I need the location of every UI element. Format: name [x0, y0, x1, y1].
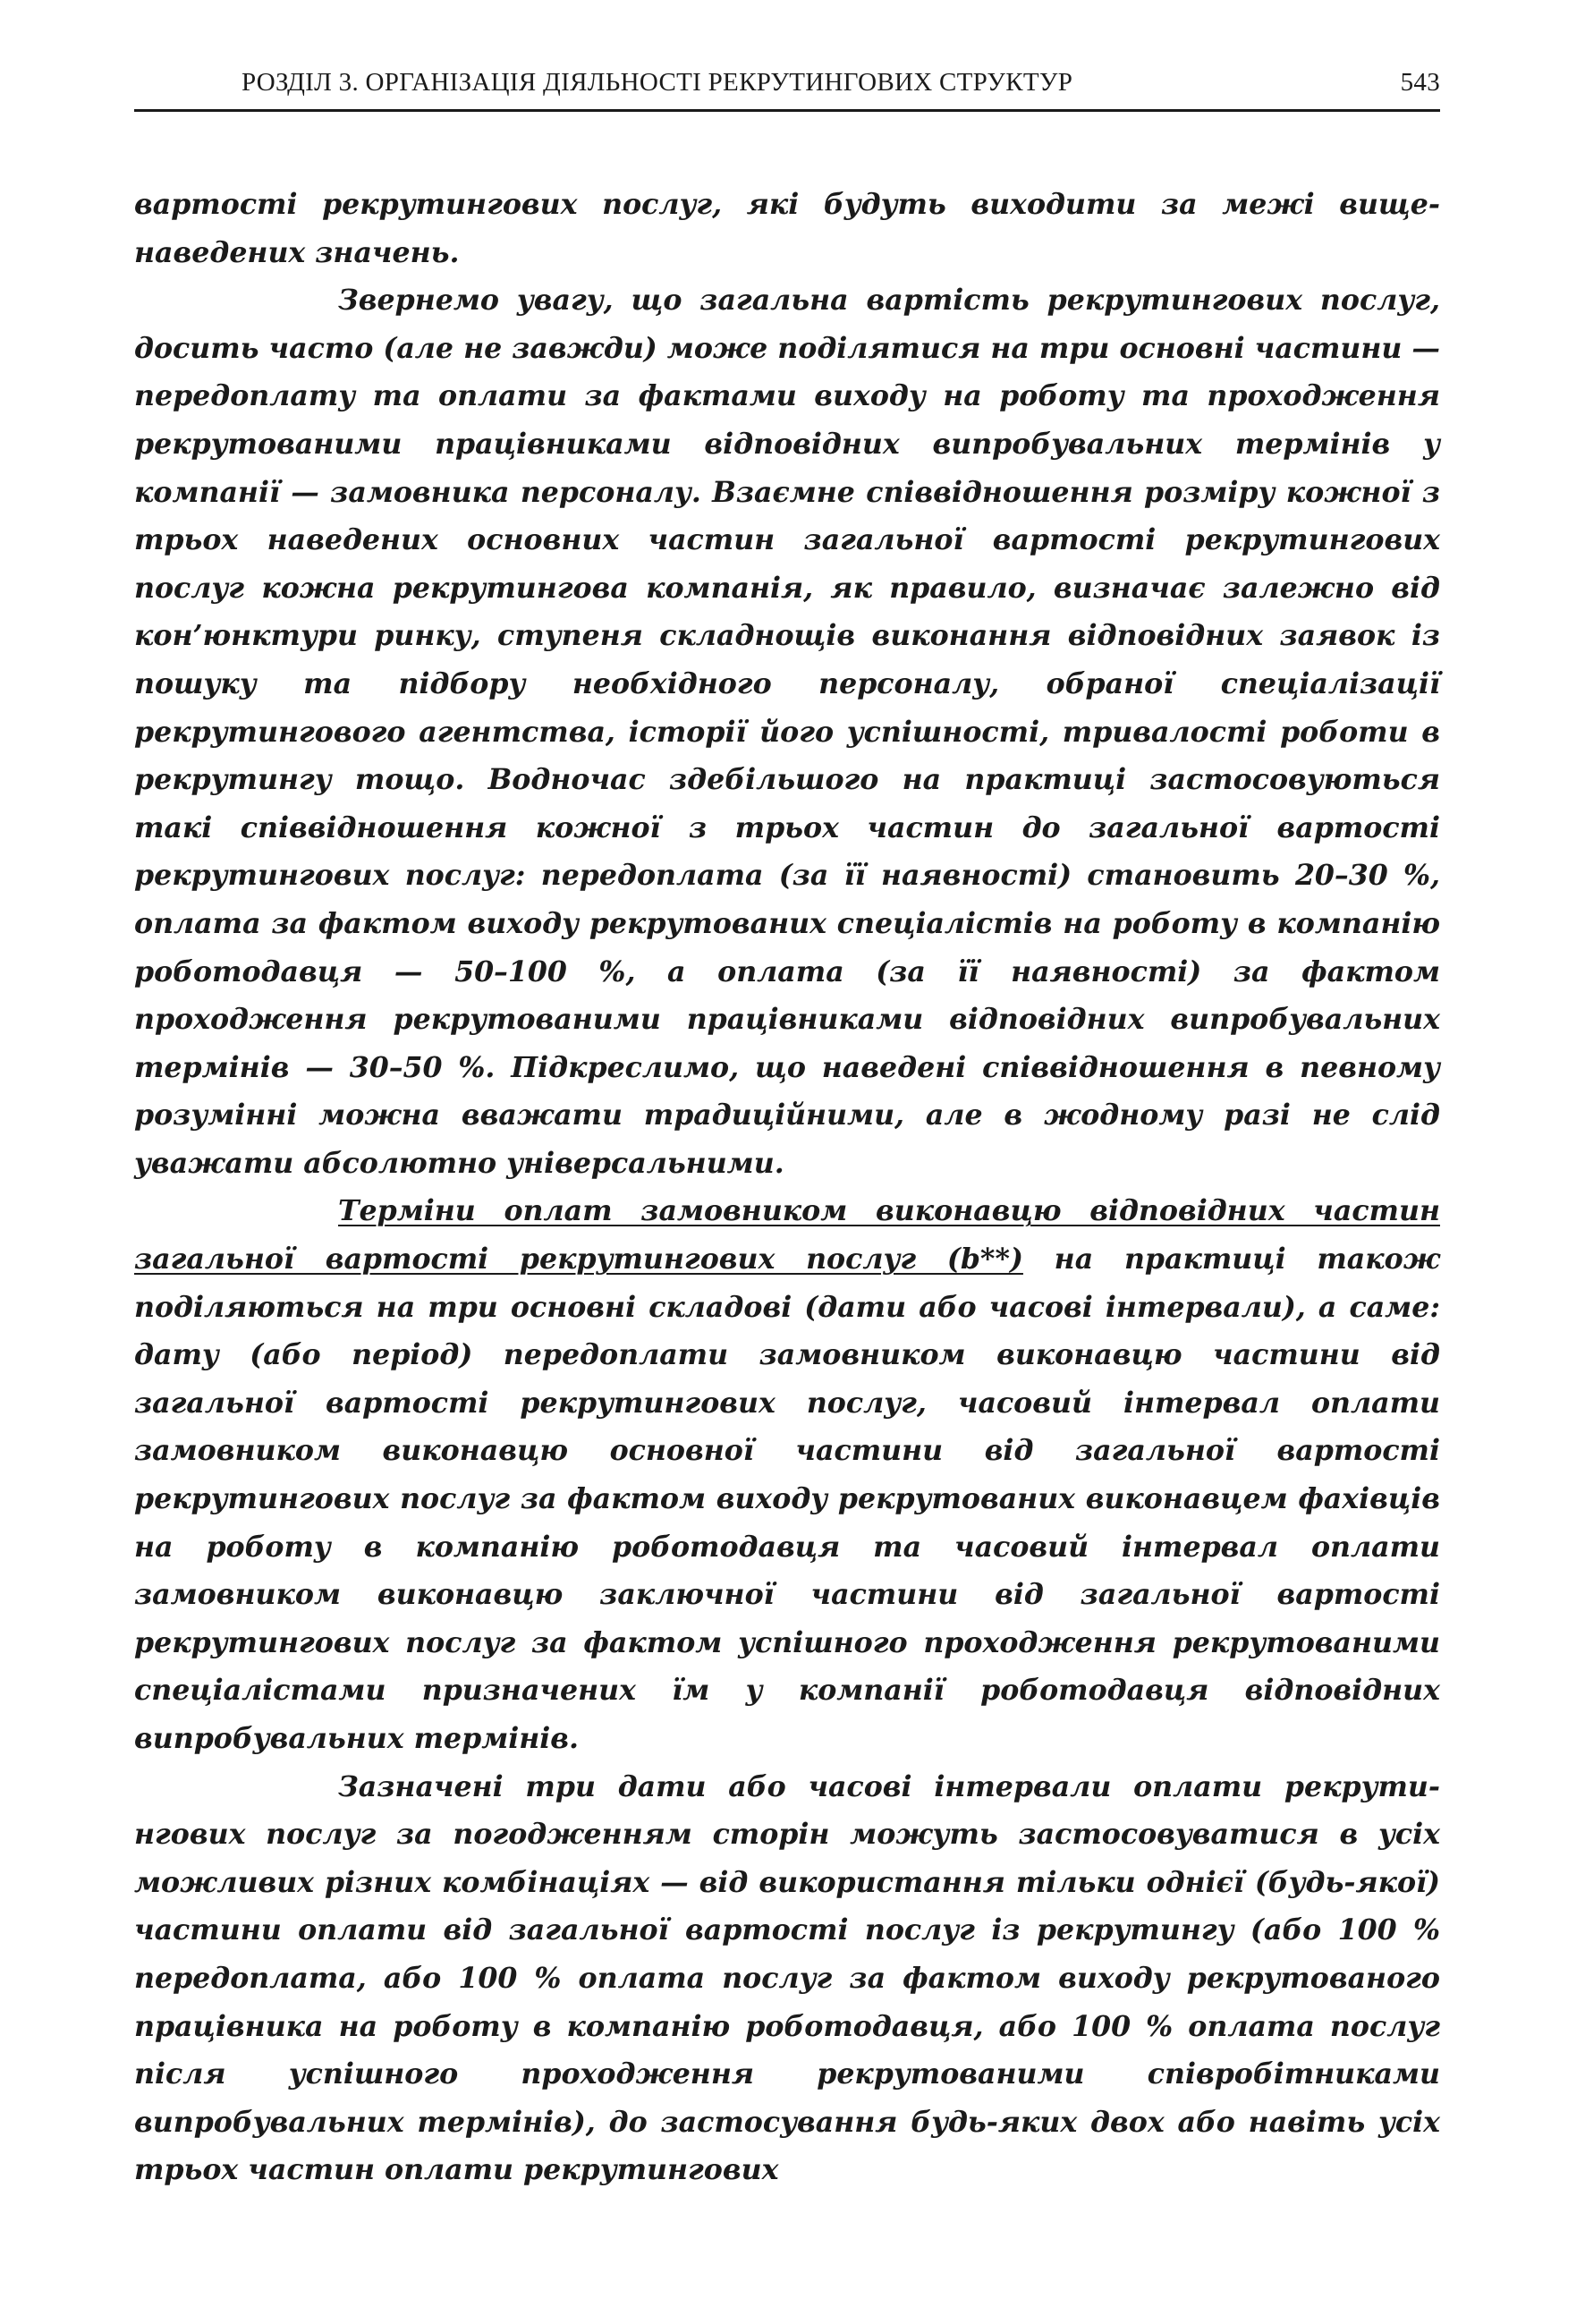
running-header: [134, 63, 1440, 107]
paragraph-payment-combinations: Зазначені три дати або часові інтервали оплати рекрутингових послуг за погодженням сторін можуть застосовуватися в усіх можливих різних комбінаціях — від використання тільки однієї (будь-якої) частини оплати від загальної вартості послуг із рекрутингу (або 100 % передоплата, або 100 % оплата послуг за фактом виходу рекрутованого працівника на роботу в компанію роботодавця, або 100 % оплата послуг після успішного проходження рекрутованими співробітниками випробувальних термінів), до застосування будь-яких двох або навіть усіх трьох частин оплати рекрутингових: [134, 1769, 1440, 2187]
header-rule: [134, 109, 1440, 112]
running-title: РОЗДІЛ 3. ОРГАНІЗАЦІЯ ДІЯЛЬНОСТІ РЕКРУТИНГОВИХ СТРУКТУР: [242, 68, 1073, 97]
paragraph-payment-terms-text: на практиці також поділяються на три основні складові (дати або часові інтервали), а саме: дату (або період) передоплати замовником виконавцю частини від загальної вартості рекрутингових послуг, часовий інтервал оплати замовником виконавцю основної частини від загальної вартості рекрутингових послуг за фактом виходу рекрутованих виконавцем фахівців на роботу в компанію роботодавця та часовий інтервал оплати замовником виконавцю заключної частини від загальної вартості рекрутингових послуг за фактом успішного проходження рекрутованими спеціалістами призначених їм у компанії роботодавця відповідних випробувальних термінів.: [134, 1243, 1440, 1755]
body-text: [134, 181, 1440, 2194]
paragraph-payment-parts: Звернемо увагу, що загальна вартість рекрутингових послуг, досить часто (але не завжди) може поділятися на три основні частини — передоплату та оплати за фактами виходу на роботу та проходження рекрутованими працівниками відповідних випробувальних термінів у компанії — замовника персоналу. Взаємне співвідношення розміру кожної з трьох наведених основних частин загальної вартості рекрутингових послуг кожна рекрутингова компанія, як правило, визначає залежно від кон’юнктури ринку, ступеня складнощів виконання відповідних заявок із пошуку та підбору необхідного персоналу, обраної спеціалізації рекрутингового агентства, історії його успішності, тривалості роботи в рекрутингу тощо. Водночас здебільшого на практиці застосовуються такі співвідношення кожної з трьох частин до загальної вартості рекрутингових послуг: передоплата (за її наявності) становить 20–30 %, оплата за фактом виходу рекрутованих спеціалістів на роботу в компанію роботодавця — 50–100 %, а оплата (за її наявності) за фактом проходження рекрутованими працівниками відповідних випробувальних термінів — 30–50 %. Підкреслимо, що наведені співвідношення в певному розумінні можна вважати традиційними, але в жодному разі не слід уважати абсолютно універсальними.: [134, 284, 1440, 1180]
paragraph-continuation: вартості рекрутингових послуг, які будуть виходити за межі вищенаведених значень.: [134, 188, 1440, 269]
underlined-term: Терміни оплат замовником виконавцю відповідних частин загальної вартості рекрутингових послуг (b**): [134, 1194, 1440, 1277]
page-number: 543: [1400, 68, 1440, 97]
book-page: [134, 63, 1440, 2281]
paragraph-payment-terms: [134, 1187, 1440, 1762]
